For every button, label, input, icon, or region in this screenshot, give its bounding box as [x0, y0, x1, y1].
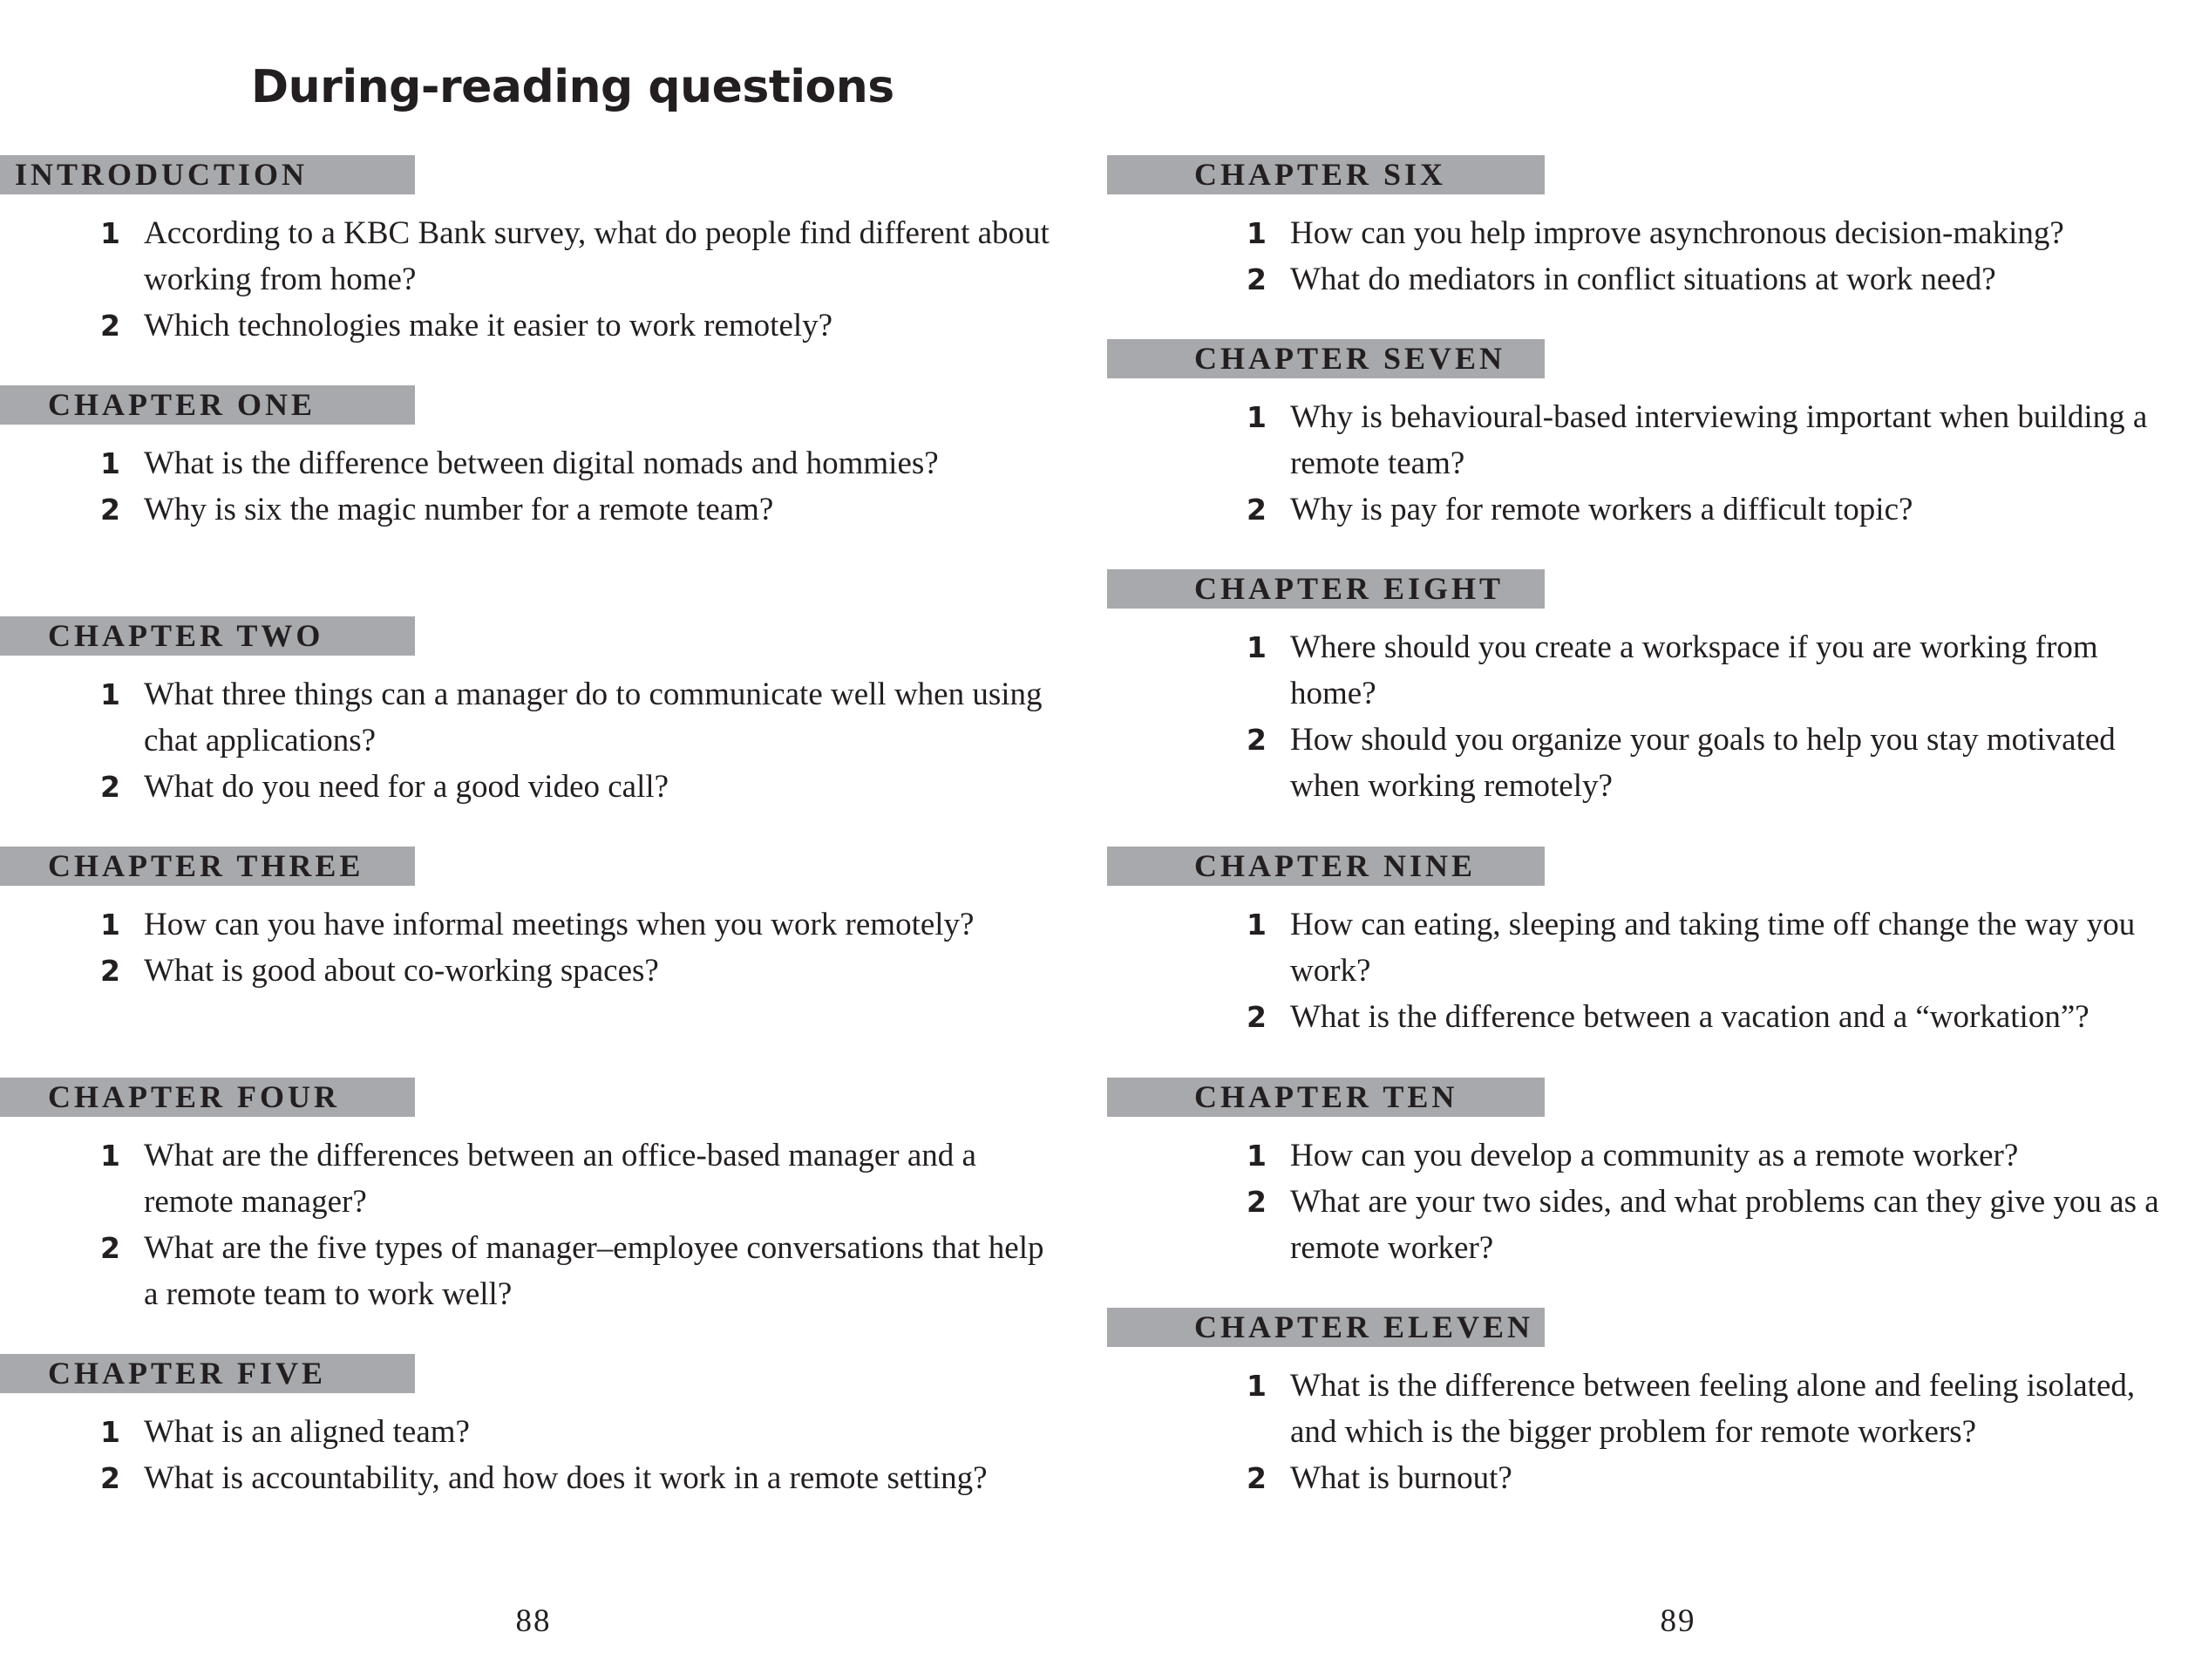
question-number: 2 [100, 1231, 120, 1265]
question-number: 2 [1247, 1461, 1267, 1495]
question-text: What is the difference between digital nomads and hommies? [144, 446, 939, 481]
question-text: What three things can a manager do to communicate well when using chat applications? [144, 677, 1043, 758]
section-chapter-one [0, 385, 1094, 533]
question-number: 1 [100, 216, 120, 250]
question-list [1094, 394, 2188, 533]
question-text: Why is pay for remote workers a difficult topic? [1290, 492, 1913, 527]
section-introduction [0, 155, 1094, 349]
section-heading: INTRODUCTION [0, 155, 415, 194]
question-text: What is good about co-working spaces? [144, 953, 659, 989]
question-text: What are your two sides, and what problems can they give you as a remote worker? [1290, 1184, 2159, 1266]
question-item [0, 948, 1094, 994]
question-item [0, 210, 1094, 303]
section-chapter-five [0, 1354, 1094, 1501]
question-text: According to a KBC Bank survey, what do people find different about working from home? [144, 215, 1050, 297]
question-text: Why is six the magic number for a remote team? [144, 492, 774, 527]
section-chapter-ten [1094, 1078, 2188, 1271]
question-item [1094, 256, 2188, 303]
question-number: 2 [1247, 1000, 1267, 1034]
question-item [0, 440, 1094, 486]
question-text: Which technologies make it easier to work remotely? [144, 308, 833, 343]
question-text: How can you help improve asynchronous decision-making? [1290, 215, 2064, 251]
question-item [0, 1409, 1094, 1455]
section-heading: CHAPTER FOUR [0, 1078, 415, 1117]
section-chapter-eight [1094, 569, 2188, 809]
question-text: How can eating, sleeping and taking time off change the way you work? [1290, 907, 2136, 989]
question-item [0, 764, 1094, 810]
question-item [0, 901, 1094, 948]
question-item [0, 1455, 1094, 1501]
question-number: 2 [1247, 1185, 1267, 1219]
section-chapter-four [0, 1078, 1094, 1317]
question-text: Why is behavioural-based interviewing important when building a remote team? [1290, 399, 2148, 481]
section-heading: CHAPTER FIVE [0, 1354, 415, 1393]
question-text: What is the difference between feeling alone and feeling isolated, and which is the bigger problem for remote workers? [1290, 1368, 2136, 1450]
question-number: 2 [100, 954, 120, 988]
question-number: 1 [1247, 630, 1267, 664]
question-item [0, 303, 1094, 349]
question-number: 1 [100, 1139, 120, 1173]
section-heading: CHAPTER ELEVEN [1107, 1308, 1545, 1347]
question-number: 2 [1247, 493, 1267, 527]
question-item [1094, 210, 2188, 256]
question-item [1094, 624, 2188, 717]
section-heading: CHAPTER EIGHT [1107, 569, 1545, 609]
question-list [0, 1409, 1094, 1501]
question-list [0, 210, 1094, 349]
question-number: 2 [1247, 723, 1267, 757]
question-list [0, 440, 1094, 533]
question-item [1094, 1363, 2188, 1455]
question-number: 2 [100, 770, 120, 804]
question-item [0, 486, 1094, 533]
question-list [0, 671, 1094, 810]
question-number: 1 [1247, 1139, 1267, 1173]
question-item [0, 671, 1094, 764]
page-number: 88 [515, 1603, 552, 1639]
question-number: 1 [100, 1415, 120, 1449]
question-text: What do you need for a good video call? [144, 769, 669, 805]
question-list [1094, 1132, 2188, 1271]
question-list [1094, 1363, 2188, 1501]
section-chapter-three [0, 847, 1094, 994]
question-item [0, 1132, 1094, 1225]
question-item [1094, 394, 2188, 486]
question-number: 1 [1247, 1369, 1267, 1403]
question-item [1094, 1132, 2188, 1179]
section-heading: CHAPTER SEVEN [1107, 339, 1545, 378]
section-heading: CHAPTER TWO [0, 616, 415, 656]
section-chapter-two [0, 616, 1094, 810]
question-number: 1 [100, 446, 120, 480]
question-number: 1 [100, 677, 120, 711]
question-number: 2 [100, 309, 120, 343]
question-text: What is an aligned team? [144, 1414, 470, 1450]
question-number: 1 [1247, 216, 1267, 250]
question-item [0, 1225, 1094, 1317]
page-title: During-reading questions [251, 61, 894, 113]
section-heading: CHAPTER SIX [1107, 155, 1545, 194]
question-item [1094, 717, 2188, 809]
question-text: How can you have informal meetings when you work remotely? [144, 907, 975, 942]
section-heading: CHAPTER ONE [0, 385, 415, 425]
right-page [1094, 0, 2188, 1680]
section-chapter-nine [1094, 847, 2188, 1040]
section-chapter-eleven [1094, 1308, 2188, 1501]
question-list [1094, 901, 2188, 1040]
section-heading: CHAPTER THREE [0, 847, 415, 886]
section-heading: CHAPTER TEN [1107, 1078, 1545, 1117]
question-text: What is accountability, and how does it work in a remote setting? [144, 1460, 988, 1496]
question-item [1094, 486, 2188, 533]
question-list [1094, 624, 2188, 809]
question-text: What are the five types of manager–employee conversations that help a remote team to work well? [144, 1230, 1044, 1312]
question-text: Where should you create a workspace if you are working from home? [1290, 629, 2098, 711]
section-chapter-six [1094, 155, 2188, 303]
question-list [0, 901, 1094, 994]
question-item [1094, 901, 2188, 994]
page-number: 89 [1660, 1603, 1696, 1639]
question-list [0, 1132, 1094, 1317]
question-item [1094, 994, 2188, 1040]
section-chapter-seven [1094, 339, 2188, 533]
question-number: 1 [100, 908, 120, 942]
question-item [1094, 1455, 2188, 1501]
question-item [1094, 1179, 2188, 1271]
question-number: 1 [1247, 400, 1267, 434]
question-number: 2 [100, 493, 120, 527]
question-text: What are the differences between an office-based manager and a remote manager? [144, 1138, 976, 1220]
question-number: 2 [100, 1461, 120, 1495]
question-number: 2 [1247, 262, 1267, 296]
question-number: 1 [1247, 908, 1267, 942]
question-list [1094, 210, 2188, 303]
question-text: What is the difference between a vacation and a “workation”? [1290, 999, 2089, 1035]
question-text: How should you organize your goals to help you stay motivated when working remotely? [1290, 722, 2116, 804]
question-text: How can you develop a community as a remote worker? [1290, 1138, 2019, 1173]
question-text: What do mediators in conflict situations at work need? [1290, 262, 1996, 297]
question-text: What is burnout? [1290, 1460, 1512, 1496]
section-heading: CHAPTER NINE [1107, 847, 1545, 886]
